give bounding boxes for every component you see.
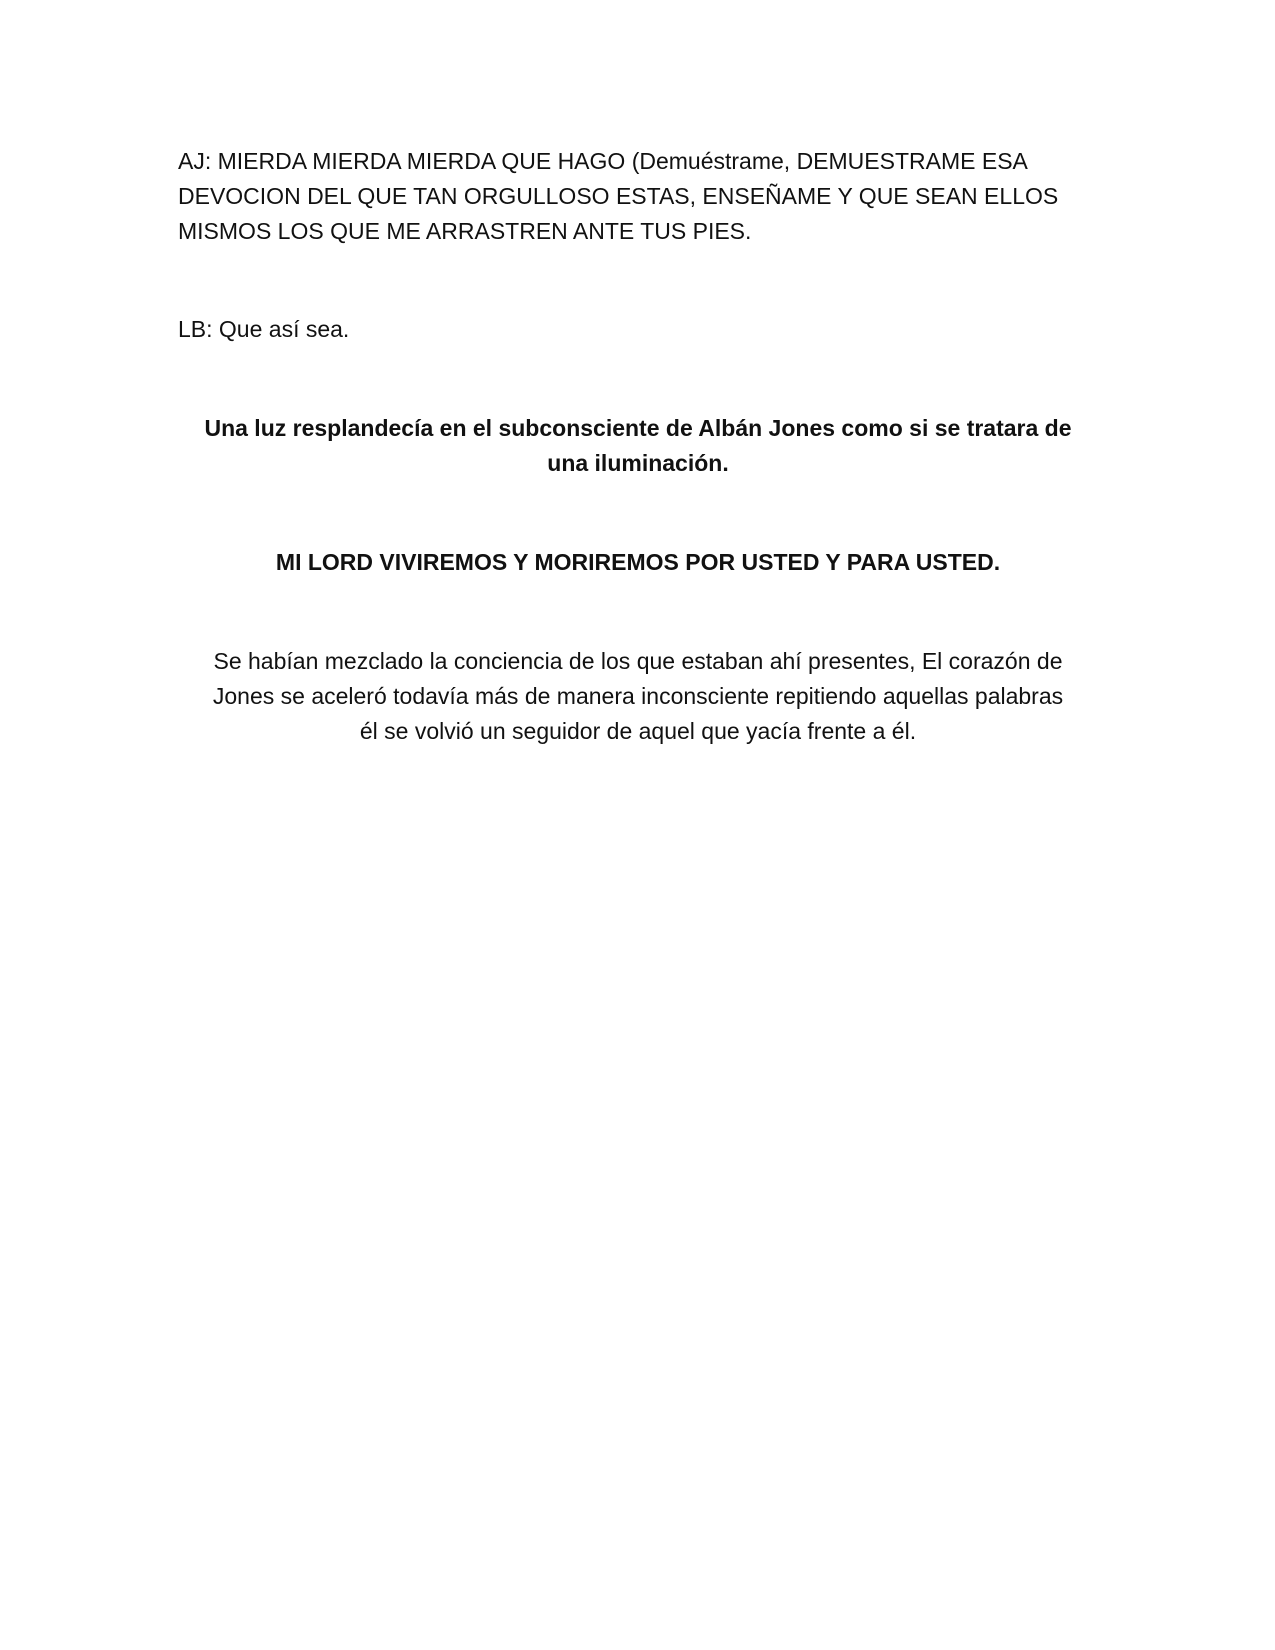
dialogue-lb	[178, 312, 1098, 347]
text-line: Se habían mezclado la conciencia de los que estaban ahí presentes, El corazón de	[213, 648, 1063, 674]
text-line: MISMOS LOS QUE ME ARRASTREN ANTE TUS PIES.	[178, 218, 752, 244]
text-line: DEVOCION DEL QUE TAN ORGULLOSO ESTAS, ENSEÑAME Y QUE SEAN ELLOS	[178, 183, 1059, 209]
narration-bold	[178, 411, 1098, 481]
text-line: Jones se aceleró todavía más de manera inconsciente repitiendo aquellas palabras	[212, 683, 1064, 709]
text-line: AJ: MIERDA MIERDA MIERDA QUE HAGO (Demuéstrame, DEMUESTRAME ESA	[178, 148, 1028, 174]
text-line: Una luz resplandecía en el subconsciente de Albán Jones como si se tratara de	[204, 415, 1072, 441]
text-line: él se volvió un seguidor de aquel que yacía frente a él.	[359, 718, 917, 744]
narration-paragraph	[178, 644, 1098, 749]
text-line: LB: Que así sea.	[178, 316, 350, 342]
text-line: una iluminación.	[547, 450, 729, 476]
text-line: MI LORD VIVIREMOS Y MORIREMOS POR USTED Y PARA USTED.	[275, 549, 1001, 575]
dialogue-aj	[178, 144, 1098, 249]
chant-heading	[178, 545, 1098, 580]
